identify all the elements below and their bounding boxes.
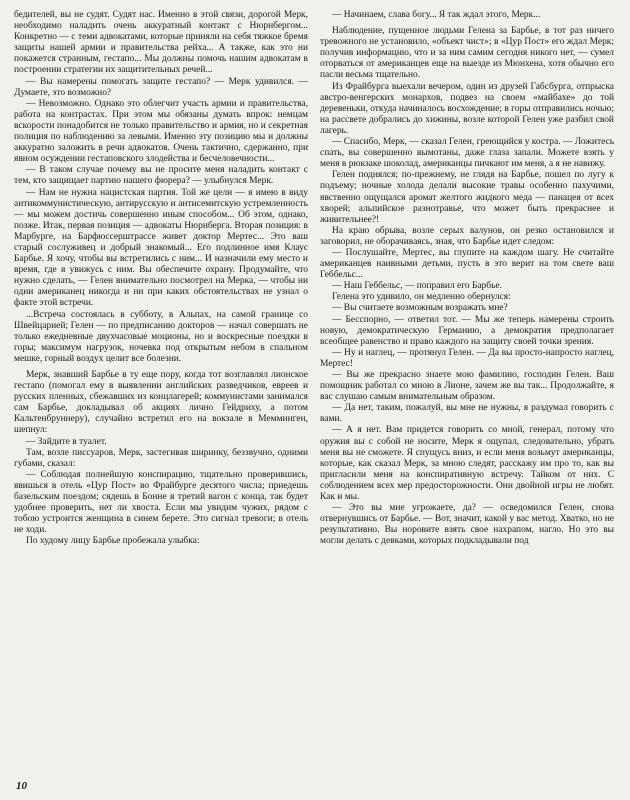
left-column <box>14 10 308 780</box>
paragraph: Мерк, знавший Барбье в ту еще пору, когда тот возглавлял лионское гестапо (помогал ему в выявлении английских разведчиков, евреев и русских пленных, сбежавших из концлагерей; коммунистами занимался сам Барбье, докладывал об акциях лично Гейдриху, а потом Кальтенбруннеру), случайно встретил его на вокзале в Мемминген, шепнул: <box>14 370 308 436</box>
paragraph: — Ну и наглец, — протянул Гелен. — Да вы просто-напросто наглец, Мертес! <box>320 347 614 369</box>
paragraph: По худому лицу Барбье пробежала улыбка: <box>26 536 200 547</box>
paragraph: — Это вы мне угрожаете, да? — осведомился Гелен, снова отвернувшись от Барбье. — Вот, значит, какой у вас метод. Хватко, но не результативно. Вы норовите взять свое нахрапом, нагло. Но это вы могли делать с девками, которых подкладывали под <box>320 503 614 547</box>
paragraph: Из Фрайбурга выехали вечером, один из друзей Габсбурга, отпрыска австро-венгерских монархов, подвез на своем «майбахе» до той деревеньки, откуда начиналось восхождение; в горы отправились ночью; на рассвете добрались до хижины, возле которой Гелен уже разбил свой лагерь. <box>320 81 614 136</box>
text-columns <box>14 10 614 780</box>
paragraph: — Да нет, таким, пожалуй, вы мне не нужны, я раздумал говорить с вами. <box>320 403 614 425</box>
paragraph: Гелена это удивило, он медленно обернулся: <box>332 292 511 303</box>
paragraph: — Вы считаете возможным возражать мне? <box>332 303 508 314</box>
paragraph: — Бесспорно, — ответил тот. — Мы же теперь намерены строить новую, демократическую Германию, а демократия предполагает всеобщее равенство и право каждого на защиту своей точки зрения. <box>320 314 614 347</box>
paragraph: — В таком случае почему вы не просите меня наладить контакт с тем, кто защищает партию нашего фюрера? — улыбнулся Мерк. <box>14 165 308 187</box>
paragraph: Гелен поднялся; по-прежнему, не глядя на Барбье, пошел по лугу к подъему; ночные холода делали высокие травы особенно пахучими, явственно ощущался аромат желтого жидкого меда — панацея от всех хворей; альпийское разнотравье, что может быть прекраснее и живительнее?! <box>320 170 614 225</box>
paragraph: — Спасибо, Мерк, — сказал Гелен, греющийся у костра. — Ложитесь спать, вы совершенно вымотаны, даже глаза запали. Можете взять у меня в рюкзаке шоколад, американцы пичкают им меня, а я не навижу. <box>320 137 614 170</box>
paragraph: — Нам не нужна нацистская партия. Той же цели — я имею в виду антикоммунистическую, антирусскую и антисемитскую устремленность — мы можем достичь совершенно иным способом... Об этом, однако, позже. Итак, первая позиция — адвокаты Нюрнберга. Вторая позиция: в Марбурге, на Барфюссерштрассе живет доктор Мертес... Это ваш старый сослуживец и добрый знакомый... Его подлинное имя Клаус Барбье. Я хочу, чтобы вы встретились с ним... И назначили ему место и время, где я увижусь с ним. Вы обеспечите охрану. Продумайте, что нужно сделать, — Гелен внимательно посмотрел на Мерка, — чтобы ни одни американец никогда и ни при каких обстоятельствах не узнал о факте этой встречи. <box>14 187 308 309</box>
paragraph: — Вы же прекрасно знаете мою фамилию, господин Гелен. Ваш помощник работал со мною в Лионе, зачем же вы так... Продолжайте, я вас слушаю самым внимательным образом. <box>320 370 614 403</box>
paragraph: — Соблюдая полнейшую конспирацию, тщательно проверившись, явишься в отель «Цур Пост» во Фрайбурге десятого числа; приедешь базельским поездом; сядешь в Бонне в третий вагон с конца, так будет удобнее проверить, нет ли хвоста. Если мы увидим чужих, рядом с тобою устроится женщина в синем берете. Это сигнал тревоги; в отель не ходи. <box>14 469 308 536</box>
page-number: 10 <box>16 780 27 792</box>
paragraph: — Зайдите в туалет. <box>26 436 107 447</box>
paragraph: — Послушайте, Мертес, вы глупите на каждом шагу. Не считайте американцев наивными детьми, пусть в это верит на том свете ваш Геббельс... <box>320 247 614 281</box>
paragraph: — Начинаем, слава богу... Я так ждал этого, Мерк... <box>332 10 541 20</box>
paragraph: — Невозможно. Однако это облегчит участь армии и правительства, работа на контрастах. При этом мы обязаны думать впрок: немцам вскорости понадобится не только правительство и армия, но и секретная полиция по наблюдению за левыми. Именно эту позицию мы и должны аккуратно заложить в речи адвокатов. Очень тактично, сдержанно, при явном осуждении гестаповского злодейства и бесчеловечности... <box>14 98 308 165</box>
paragraph: Наблюдение, пущенное людьми Гелена за Барбье, в тот раз ничего тревожного не установило, «объект чист»; в «Цур Пост» его ждал Мерк; получив информацию, что и за ним самим сегодня никого нет, — сумел оторваться от американцев еще на выезде из Мюнхена, хотя обычно его пасли весьма тщательно. <box>320 26 614 81</box>
paragraph: — Наш Геббельс, — поправил его Барбье. <box>332 281 502 292</box>
paragraph: — А я нет. Вам придется говорить со мной, генерал, потому что оружия вы с собой не носите, Мерк я ощупал, следовательно, убрать меня вы не сможете. Я спущусь вниз, и если меня возьмут американцы, которые, как сказал Мерк, за мною следят, расскажу им про то, как вы пригласили меня на конспиративную встречу. Тайком от них. С соблюдением всех мер предосторожности. Они двойной игры не любят. Как и мы. <box>320 425 614 503</box>
paragraph: На краю обрыва, возле серых валунов, он резко остановился и заговорил, не оборачиваясь, зная, что Барбье идет следом: <box>320 225 614 247</box>
paragraph: ...Встреча состоялась в субботу, в Альпах, на самой границе со Швейцарией; Гелен — по предписанию докторов — начал совершать не только ежедневные двухчасовые моционы, но и воскресные поездки в горы; максимум нагрузок, ночевка под открытым небом в спальном мешке, горный воздух целит все болезни. <box>14 309 308 364</box>
paragraph: — Вы намерены помогать защите гестапо? — Мерк удивился. — Думаете, это возможно? <box>14 76 308 98</box>
paragraph: бедителей, вы не судят. Судят нас. Именно в этой связи, дорогой Мерк, необходимо наладить очень аккуратный контакт с Нюрнбергом... Конкретно — с теми адвокатами, которые приняли на себя тяжкое бремя защиты нашей армии и правительства рейха... А также, как это ни покажется странным, гестапо... Мы должны помочь нашим адвокатам в построении стратегии их защитительных речей... <box>14 10 308 76</box>
paragraph: Там, возле писсуаров, Мерк, застегивая ширинку, беззвучно, одними губами, сказал: <box>14 447 308 469</box>
right-column <box>320 10 614 780</box>
